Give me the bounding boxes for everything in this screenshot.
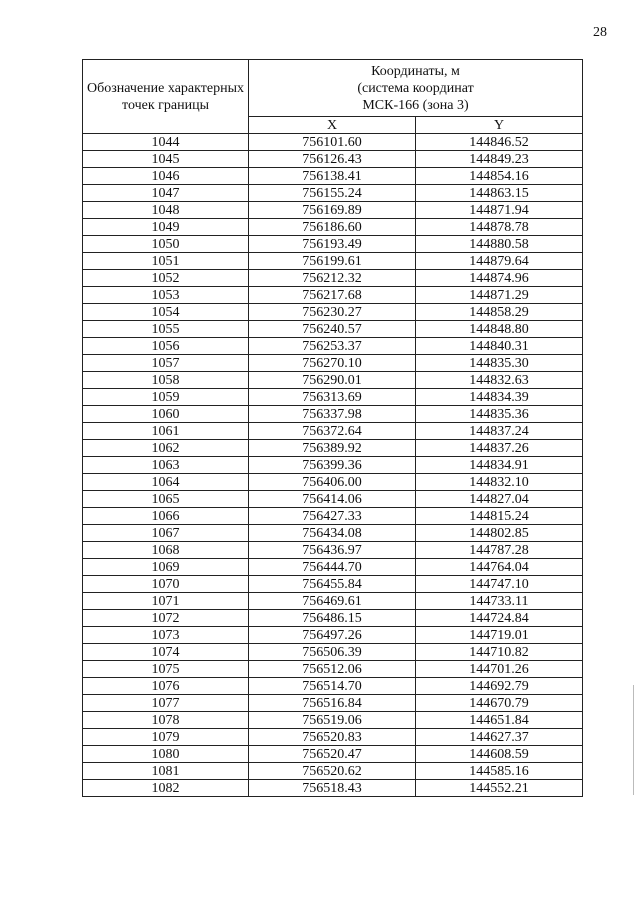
x-cell: 756427.33 (249, 508, 416, 525)
point-cell: 1064 (83, 474, 249, 491)
table-row (83, 338, 583, 355)
x-cell: 756186.60 (249, 219, 416, 236)
point-cell: 1070 (83, 576, 249, 593)
y-cell: 144874.96 (416, 270, 583, 287)
x-cell: 756414.06 (249, 491, 416, 508)
y-cell: 144815.24 (416, 508, 583, 525)
y-cell: 144733.11 (416, 593, 583, 610)
y-cell: 144871.29 (416, 287, 583, 304)
table-row (83, 168, 583, 185)
table-row (83, 474, 583, 491)
x-cell: 756230.27 (249, 304, 416, 321)
y-cell: 144787.28 (416, 542, 583, 559)
x-cell: 756126.43 (249, 151, 416, 168)
table-row (83, 440, 583, 457)
point-cell: 1047 (83, 185, 249, 202)
table-row (83, 729, 583, 746)
x-cell: 756240.57 (249, 321, 416, 338)
y-cell: 144849.23 (416, 151, 583, 168)
table-row (83, 525, 583, 542)
point-cell: 1076 (83, 678, 249, 695)
point-cell: 1059 (83, 389, 249, 406)
table-row (83, 236, 583, 253)
point-cell: 1082 (83, 780, 249, 797)
x-cell: 756520.47 (249, 746, 416, 763)
point-cell: 1046 (83, 168, 249, 185)
y-cell: 144747.10 (416, 576, 583, 593)
point-cell: 1071 (83, 593, 249, 610)
x-cell: 756514.70 (249, 678, 416, 695)
y-cell: 144858.29 (416, 304, 583, 321)
point-cell: 1078 (83, 712, 249, 729)
point-cell: 1053 (83, 287, 249, 304)
table-row (83, 695, 583, 712)
y-cell: 144701.26 (416, 661, 583, 678)
point-cell: 1077 (83, 695, 249, 712)
y-cell: 144879.64 (416, 253, 583, 270)
page-number: 28 (593, 25, 607, 40)
y-cell: 144863.15 (416, 185, 583, 202)
scan-margin-line (633, 685, 634, 795)
y-cell: 144585.16 (416, 763, 583, 780)
table-row (83, 559, 583, 576)
point-cell: 1055 (83, 321, 249, 338)
point-cell: 1050 (83, 236, 249, 253)
table-row (83, 712, 583, 729)
x-cell: 756520.62 (249, 763, 416, 780)
table-row (83, 406, 583, 423)
point-cell: 1060 (83, 406, 249, 423)
y-cell: 144764.04 (416, 559, 583, 576)
table-row (83, 491, 583, 508)
y-cell: 144832.10 (416, 474, 583, 491)
point-cell: 1075 (83, 661, 249, 678)
y-cell: 144627.37 (416, 729, 583, 746)
table-row (83, 576, 583, 593)
x-cell: 756217.68 (249, 287, 416, 304)
x-cell: 756199.61 (249, 253, 416, 270)
table-body (83, 134, 583, 797)
point-cell: 1048 (83, 202, 249, 219)
table-header (83, 60, 583, 134)
y-cell: 144846.52 (416, 134, 583, 151)
coordinates-header-line-2: (система координат (357, 80, 474, 96)
x-cell: 756519.06 (249, 712, 416, 729)
point-cell: 1073 (83, 627, 249, 644)
x-cell: 756155.24 (249, 185, 416, 202)
y-column-header: Y (416, 117, 583, 134)
point-cell: 1068 (83, 542, 249, 559)
table-row (83, 253, 583, 270)
table-row (83, 423, 583, 440)
x-column-header: X (249, 117, 416, 134)
x-cell: 756169.89 (249, 202, 416, 219)
table-row (83, 661, 583, 678)
table-row (83, 321, 583, 338)
table-row (83, 202, 583, 219)
point-cell: 1058 (83, 372, 249, 389)
y-cell: 144854.16 (416, 168, 583, 185)
x-cell: 756469.61 (249, 593, 416, 610)
coordinates-table (82, 59, 583, 797)
x-cell: 756101.60 (249, 134, 416, 151)
x-cell: 756516.84 (249, 695, 416, 712)
point-cell: 1079 (83, 729, 249, 746)
point-cell: 1072 (83, 610, 249, 627)
y-cell: 144608.59 (416, 746, 583, 763)
table-row (83, 610, 583, 627)
x-cell: 756506.39 (249, 644, 416, 661)
table-row (83, 134, 583, 151)
y-cell: 144834.39 (416, 389, 583, 406)
y-cell: 144832.63 (416, 372, 583, 389)
table-row (83, 372, 583, 389)
point-cell: 1057 (83, 355, 249, 372)
point-cell: 1044 (83, 134, 249, 151)
table-row (83, 270, 583, 287)
point-cell: 1067 (83, 525, 249, 542)
y-cell: 144878.78 (416, 219, 583, 236)
table-row (83, 627, 583, 644)
x-cell: 756436.97 (249, 542, 416, 559)
table-row (83, 457, 583, 474)
y-cell: 144827.04 (416, 491, 583, 508)
point-cell: 1049 (83, 219, 249, 236)
x-cell: 756497.26 (249, 627, 416, 644)
y-cell: 144710.82 (416, 644, 583, 661)
point-cell: 1063 (83, 457, 249, 474)
x-cell: 756434.08 (249, 525, 416, 542)
x-cell: 756444.70 (249, 559, 416, 576)
x-cell: 756406.00 (249, 474, 416, 491)
point-cell: 1061 (83, 423, 249, 440)
point-cell: 1074 (83, 644, 249, 661)
x-cell: 756193.49 (249, 236, 416, 253)
table-row (83, 304, 583, 321)
y-cell: 144802.85 (416, 525, 583, 542)
x-cell: 756518.43 (249, 780, 416, 797)
y-cell: 144880.58 (416, 236, 583, 253)
y-cell: 144837.24 (416, 423, 583, 440)
y-cell: 144835.36 (416, 406, 583, 423)
point-cell: 1054 (83, 304, 249, 321)
table-row (83, 780, 583, 797)
coordinates-header-line-3: МСК-166 (зона 3) (362, 97, 469, 113)
y-cell: 144724.84 (416, 610, 583, 627)
y-cell: 144837.26 (416, 440, 583, 457)
y-cell: 144552.21 (416, 780, 583, 797)
table-row (83, 219, 583, 236)
point-cell: 1062 (83, 440, 249, 457)
y-cell: 144835.30 (416, 355, 583, 372)
x-cell: 756520.83 (249, 729, 416, 746)
coordinates-header-line-1: Координаты, м (371, 63, 460, 79)
x-cell: 756455.84 (249, 576, 416, 593)
table-row (83, 151, 583, 168)
point-cell: 1080 (83, 746, 249, 763)
x-cell: 756138.41 (249, 168, 416, 185)
x-cell: 756399.36 (249, 457, 416, 474)
coordinates-column-header (249, 60, 583, 117)
table-row (83, 389, 583, 406)
point-cell: 1045 (83, 151, 249, 168)
table-row (83, 355, 583, 372)
point-cell: 1081 (83, 763, 249, 780)
x-cell: 756253.37 (249, 338, 416, 355)
x-cell: 756486.15 (249, 610, 416, 627)
x-cell: 756512.06 (249, 661, 416, 678)
x-cell: 756270.10 (249, 355, 416, 372)
point-cell: 1069 (83, 559, 249, 576)
y-cell: 144670.79 (416, 695, 583, 712)
y-cell: 144848.80 (416, 321, 583, 338)
table-row (83, 185, 583, 202)
point-cell: 1051 (83, 253, 249, 270)
point-cell: 1056 (83, 338, 249, 355)
y-cell: 144692.79 (416, 678, 583, 695)
x-cell: 756212.32 (249, 270, 416, 287)
y-cell: 144651.84 (416, 712, 583, 729)
table-row (83, 678, 583, 695)
point-cell: 1065 (83, 491, 249, 508)
x-cell: 756290.01 (249, 372, 416, 389)
table-row (83, 763, 583, 780)
x-cell: 756372.64 (249, 423, 416, 440)
y-cell: 144840.31 (416, 338, 583, 355)
x-cell: 756313.69 (249, 389, 416, 406)
table-row (83, 746, 583, 763)
table-row (83, 287, 583, 304)
table-row (83, 593, 583, 610)
x-cell: 756389.92 (249, 440, 416, 457)
point-cell: 1066 (83, 508, 249, 525)
table-row (83, 644, 583, 661)
table-row (83, 508, 583, 525)
y-cell: 144834.91 (416, 457, 583, 474)
y-cell: 144719.01 (416, 627, 583, 644)
table-row (83, 542, 583, 559)
point-cell: 1052 (83, 270, 249, 287)
x-cell: 756337.98 (249, 406, 416, 423)
point-column-header: Обозначение характерных точек границы (83, 60, 249, 134)
y-cell: 144871.94 (416, 202, 583, 219)
